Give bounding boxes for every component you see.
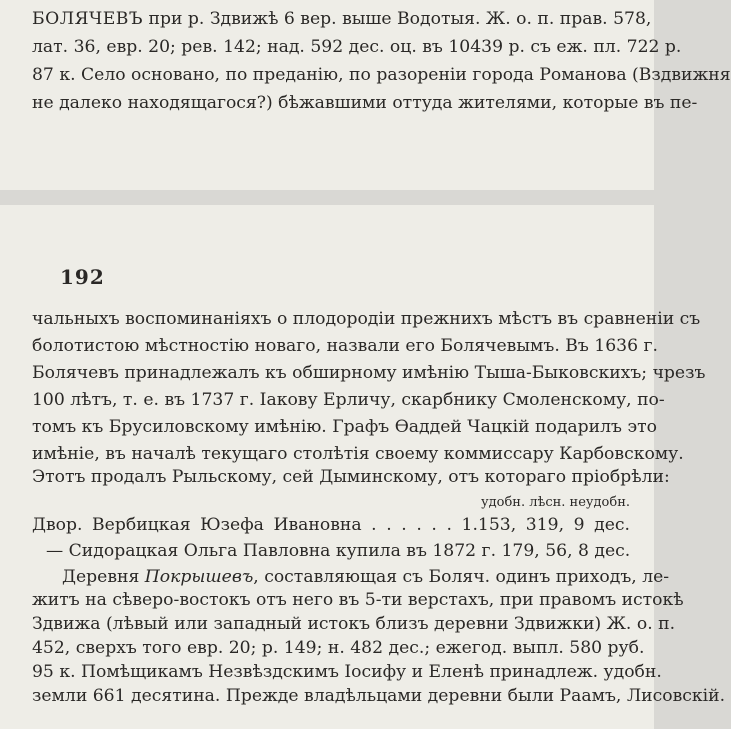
- column-headings: удобн. лѣсн. неудобн.: [480, 495, 630, 510]
- para1-line-3: Болячевъ принадлежалъ къ обширному имѣнію Тыша-Быковскихъ; чрезъ: [32, 363, 706, 383]
- top-line-1: БОЛЯЧЕВЪ при р. Здвижѣ 6 вер. выше Водотыя. Ж. о. п. прав. 578,: [32, 9, 652, 29]
- para1-line-1: чальныхъ воспоминаніяхъ о плодородіи прежнихъ мѣстъ въ сравненіи съ: [32, 309, 701, 329]
- village-name: Покрышевъ: [144, 567, 254, 587]
- para1-line-4: 100 лѣтъ, т. е. въ 1737 г. Іакову Ерличу, скарбнику Смоленскому, по-: [32, 390, 665, 410]
- para2-line-1: Деревня Покрышевъ, составляющая съ Боляч. одинъ приходъ, ле-: [62, 567, 670, 587]
- para1-line-6: имѣніе, въ началѣ текущаго столѣтія своему коммиссару Карбовскому.: [32, 444, 684, 464]
- para2-line-3: Здвижа (лѣвый или западный истокъ близъ деревни Здвижки) Ж. о. п.: [32, 614, 676, 634]
- para2-line-2: житъ на сѣверо-востокъ отъ него въ 5-ти верстахъ, при правомъ истокѣ: [32, 590, 684, 610]
- top-line-4: не далеко находящагося?) бѣжавшими оттуда жителями, которые въ пе-: [32, 93, 698, 113]
- top-line-2: лат. 36, евр. 20; рев. 142; над. 592 дес. оц. въ 10439 р. съ еж. пл. 722 р.: [32, 37, 682, 57]
- page-number: 192: [60, 265, 105, 289]
- para2-line-5: 95 к. Помѣщикамъ Незвѣздскимъ Іосифу и Еленѣ принадлеж. удобн.: [32, 662, 662, 682]
- top-line-3: 87 к. Село основано, по преданію, по разореніи города Романова (Вздвижня: [32, 65, 731, 85]
- para1-line-5: томъ къ Брусиловскому имѣнію. Графъ Ѳаддей Чацкій подарилъ это: [32, 417, 657, 437]
- owner-row-1: Двор. Вербицкая Юзефа Ивановна . . . . . . 1.153, 319, 9 дес.: [32, 515, 630, 535]
- para2-line-6: земли 661 десятина. Прежде владѣльцами деревни были Раамъ, Лисовскій.: [32, 686, 726, 706]
- para1-line-7: Этотъ продалъ Рыльскому, сей Дыминскому, отъ котораго пріобрѣли:: [32, 467, 670, 487]
- para1-line-2: болотистою мѣстностію новаго, назвали его Болячевымъ. Въ 1636 г.: [32, 336, 658, 356]
- para2-line-4: 452, сверхъ того евр. 20; р. 149; н. 482 дес.; ежегод. выпл. 580 руб.: [32, 638, 645, 658]
- owner-row-2: — Сидорацкая Ольга Павловна купила въ 1872 г. 179, 56, 8 дес.: [46, 541, 631, 561]
